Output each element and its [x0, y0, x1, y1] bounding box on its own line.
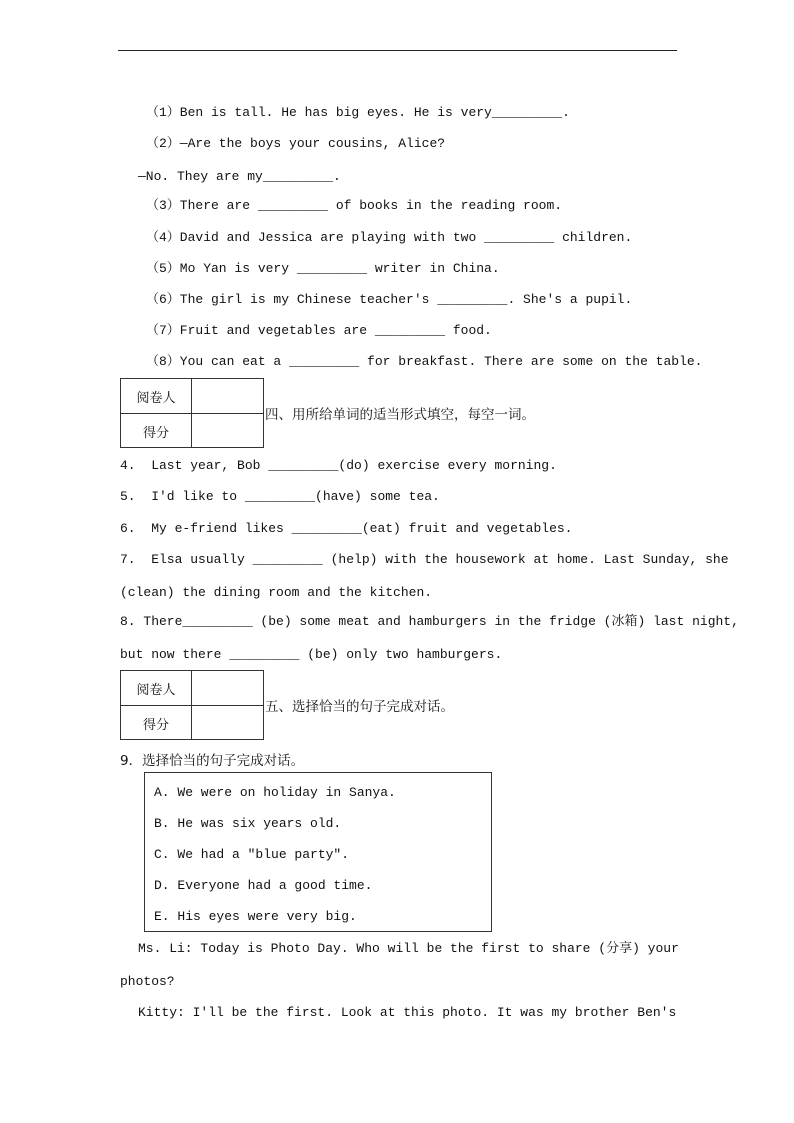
grader-divider: [121, 705, 263, 706]
dialogue-line: Kitty: I'll be the first. Look at this photo. It was my brother Ben's: [138, 1005, 677, 1020]
q3-item-5: （5）Mo Yan is very _________ writer in China.: [146, 261, 500, 276]
option-b: B. He was six years old.: [154, 816, 342, 831]
q4-item-4: 4. Last year, Bob _________(do) exercise every morning.: [120, 458, 557, 473]
q9-prompt: 9．选择恰当的句子完成对话。: [120, 753, 305, 769]
option-d: D. Everyone had a good time.: [154, 878, 373, 893]
grader-box-part4: [120, 378, 264, 448]
q3-item-2-answer: —No. They are my_________.: [138, 169, 341, 184]
option-a: A. We were on holiday in Sanya.: [154, 785, 396, 800]
q3-item-7: （7）Fruit and vegetables are _________ food.: [146, 323, 492, 338]
q3-item-2: （2）—Are the boys your cousins, Alice?: [146, 136, 446, 151]
q4-item-8-cont: but now there _________ (be) only two hamburgers.: [120, 647, 503, 662]
reviewer-label: 阅卷人: [136, 391, 176, 406]
dialogue-line: photos?: [120, 974, 175, 989]
q4-item-5: 5. I'd like to _________(have) some tea.: [120, 489, 440, 504]
q3-item-3: （3）There are _________ of books in the reading room.: [146, 198, 563, 213]
option-e: E. His eyes were very big.: [154, 909, 357, 924]
part4-heading: 四、用所给单词的适当形式填空，每空一词。: [265, 407, 535, 423]
score-label: 得分: [142, 426, 169, 441]
q4-item-7: 7. Elsa usually _________ (help) with the housework at home. Last Sunday, she: [120, 552, 729, 567]
q4-item-7-cont: (clean) the dining room and the kitchen.: [120, 585, 433, 600]
option-c: C. We had a "blue party".: [154, 847, 350, 862]
part5-heading: 五、选择恰当的句子完成对话。: [265, 699, 454, 715]
score-label: 得分: [142, 718, 169, 733]
q3-item-8: （8）You can eat a _________ for breakfast. There are some on the table.: [146, 354, 703, 369]
q3-item-1: （1）Ben is tall. He has big eyes. He is very_________.: [146, 105, 570, 120]
grader-box-part5: [120, 670, 264, 740]
q4-item-6: 6. My e-friend likes _________(eat) fruit and vegetables.: [120, 521, 573, 536]
q4-item-8: 8. There_________ (be) some meat and hamburgers in the fridge (冰箱) last night,: [120, 614, 739, 629]
reviewer-label: 阅卷人: [136, 683, 176, 698]
q3-item-6: （6）The girl is my Chinese teacher's _________. She's a pupil.: [146, 292, 633, 307]
q3-item-4: （4）David and Jessica are playing with two _________ children.: [146, 230, 633, 245]
header-rule: [118, 50, 677, 51]
grader-divider: [121, 413, 263, 414]
dialogue-line: Ms. Li: Today is Photo Day. Who will be the first to share (分享) your: [138, 941, 679, 956]
